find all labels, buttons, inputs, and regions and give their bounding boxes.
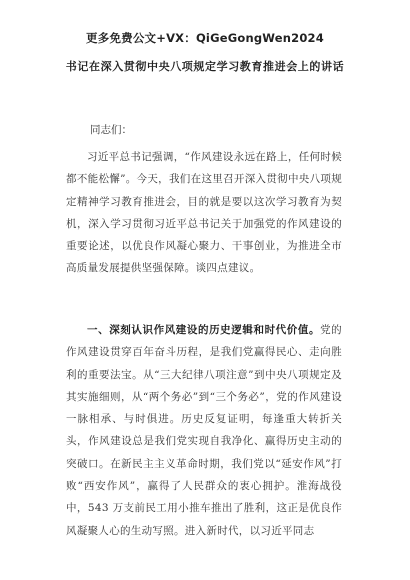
greeting: 同志们：: [90, 124, 132, 136]
section-1-heading: 一、深刻认识作风建设的历史逻辑和时代价值。: [87, 324, 321, 336]
watermark-header: 更多免费公文+VX：QiGeGongWen2024: [86, 31, 324, 45]
section-1-body: 党的作风建设贯穿百年奋斗历程，是我们党赢得民心、走向胜利的重要法宝。从“三大纪律八项注意”到中央八项规定及其实施细则，从“两个务必”到“三个务必”，党的作风建设一脉相承、与时俱进。历史反复证明，每逢重大转折关头，作风建设总是我们党实现自我净化、赢得历史主动的突破口。在新民主主义革命时期，我们党以“延安作风”打败“西安作风”，赢得了人民群众的衷心拥护。淮海战役中，543 万支前民工用小推车推出了胜利，这正是优良作风凝聚人心的生动写照。进入新时代，以习近平同志: [66, 324, 342, 537]
paragraph-intro: 习近平总书记强调，“作风建设永远在路上，任何时候都不能松懈”。今天，我们在这里召开深入贯彻中央八项规定精神学习教育推进会，目的就是要以这次学习教育为契机，深入学习贯彻习近平总书记关于加强党的作风建设的重要论述，以优良作风凝心聚力、干事创业，为推进全市高质量发展提供坚强保障。谈四点建议。: [66, 151, 342, 275]
paragraph-section-1: [66, 319, 342, 542]
document-title: 书记在深入贯彻中央八项规定学习教育推进会上的讲话: [65, 60, 345, 73]
